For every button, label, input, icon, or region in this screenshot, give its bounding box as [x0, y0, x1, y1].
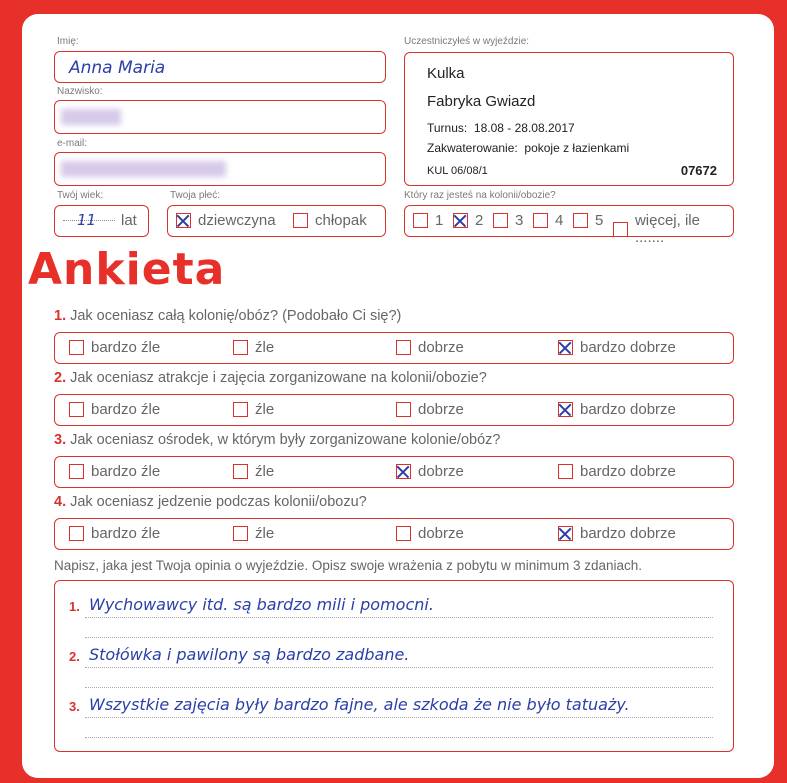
times-option-6[interactable]: [613, 212, 733, 246]
checkbox-icon: [558, 464, 573, 479]
rating-option-label: bardzo dobrze: [580, 525, 676, 542]
gender-option-label: chłopak: [315, 212, 367, 229]
camp-code: KUL 06/08/1: [427, 165, 488, 177]
question-number: 1.: [54, 308, 67, 324]
rating-option-label: źle: [255, 525, 275, 542]
checkbox-icon: [233, 402, 248, 417]
rating-row-4: [54, 518, 734, 550]
times-option-label: 2: [475, 212, 484, 229]
question-number: 3.: [54, 432, 67, 448]
times-option-1[interactable]: [413, 212, 443, 229]
age-value: 11: [77, 211, 97, 229]
rating-option-label: bardzo źle: [91, 525, 161, 542]
opinion-number: 2.: [69, 649, 80, 664]
opinion-number: 1.: [69, 599, 80, 614]
rating-option-label: dobrze: [418, 401, 464, 418]
question-text: Jak oceniasz całą kolonię/obóz? (Podobało Ci się?): [70, 308, 402, 324]
rating-option[interactable]: [69, 339, 160, 356]
rating-row-1: [54, 332, 734, 364]
redacted-surname: [61, 109, 121, 125]
checkbox-icon: [558, 340, 573, 355]
turnus-value: 18.08 - 28.08.2017: [473, 121, 575, 135]
question-1: [54, 308, 401, 324]
opinion-text: Wychowawcy itd. są bardzo mili i pomocni.: [89, 595, 434, 614]
times-option-label: 5: [595, 212, 604, 229]
checkbox-icon: [233, 340, 248, 355]
question-text: Jak oceniasz jedzenie podczas kolonii/obozu?: [70, 494, 367, 510]
question-2: [54, 370, 487, 386]
age-field[interactable]: [54, 205, 149, 237]
rating-option[interactable]: [233, 401, 274, 418]
rating-option[interactable]: [396, 463, 464, 480]
checkbox-icon: [396, 526, 411, 541]
camp-program: Fabryka Gwiazd: [427, 93, 536, 110]
checkbox-icon: [69, 464, 84, 479]
turnus-label: Turnus:: [427, 121, 468, 135]
accommodation-value: pokoje z łazienkami: [524, 141, 630, 155]
surname-field[interactable]: [54, 100, 386, 134]
camp-accommodation: [427, 141, 629, 155]
rating-option-label: bardzo źle: [91, 339, 161, 356]
checkbox-icon: [396, 340, 411, 355]
rating-option-label: źle: [255, 401, 275, 418]
gender-option-boy[interactable]: [293, 212, 367, 229]
writing-line: [85, 737, 713, 738]
opinion-number: 3.: [69, 699, 80, 714]
accommodation-label: Zakwaterowanie:: [427, 141, 518, 155]
question-number: 2.: [54, 370, 67, 386]
checkbox-icon: [293, 213, 308, 228]
times-option-label: 4: [555, 212, 564, 229]
question-3: [54, 432, 500, 448]
question-text: Jak oceniasz atrakcje i zajęcia zorganizowane na kolonii/obozie?: [70, 370, 487, 386]
checkbox-icon: [493, 213, 508, 228]
times-option-label: 3: [515, 212, 524, 229]
rating-option[interactable]: [396, 525, 464, 542]
checkbox-icon: [533, 213, 548, 228]
gender-option-girl[interactable]: [176, 212, 276, 229]
name-field[interactable]: [54, 51, 386, 83]
rating-option[interactable]: [558, 401, 676, 418]
writing-line: [85, 617, 713, 618]
checkbox-icon: [453, 213, 468, 228]
checkbox-icon: [396, 464, 411, 479]
trip-label: Uczestniczyłeś w wyjeździe:: [404, 36, 530, 47]
camp-turnus: [427, 121, 575, 135]
gender-label: Twoja płeć:: [170, 190, 221, 201]
camp-info-box: [404, 52, 734, 186]
rating-option-label: bardzo dobrze: [580, 339, 676, 356]
question-text: Jak oceniasz ośrodek, w którym były zorganizowane kolonie/obóz?: [70, 432, 501, 448]
rating-row-3: [54, 456, 734, 488]
age-label: Twój wiek:: [57, 190, 104, 201]
redacted-email: [61, 161, 226, 177]
times-label: Który raz jesteś na kolonii/obozie?: [404, 190, 556, 201]
times-option-5[interactable]: [573, 212, 603, 229]
opinion-text: Wszystkie zajęcia były bardzo fajne, ale szkoda że nie było tatuaży.: [89, 695, 630, 714]
rating-option[interactable]: [558, 525, 676, 542]
checkbox-icon: [613, 222, 628, 237]
rating-option-label: bardzo dobrze: [580, 401, 676, 418]
checkbox-icon: [69, 340, 84, 355]
checkbox-icon: [413, 213, 428, 228]
checkbox-icon: [176, 213, 191, 228]
rating-option-label: bardzo źle: [91, 401, 161, 418]
writing-line: [85, 667, 713, 668]
rating-option[interactable]: [233, 339, 274, 356]
checkbox-icon: [233, 464, 248, 479]
times-option-2[interactable]: [453, 212, 483, 229]
checkbox-icon: [558, 526, 573, 541]
rating-option[interactable]: [558, 339, 676, 356]
camp-number: 07672: [680, 163, 717, 178]
rating-option-label: bardzo źle: [91, 463, 161, 480]
writing-line: [85, 717, 713, 718]
times-option-label: więcej, ile .......: [634, 212, 700, 246]
rating-option[interactable]: [396, 339, 464, 356]
gender-field: [167, 205, 386, 237]
rating-option[interactable]: [233, 463, 274, 480]
rating-option[interactable]: [69, 525, 160, 542]
surname-label: Nazwisko:: [57, 86, 103, 97]
opinion-box[interactable]: [54, 580, 734, 752]
email-field[interactable]: [54, 152, 386, 186]
rating-option[interactable]: [69, 463, 160, 480]
rating-option[interactable]: [396, 401, 464, 418]
checkbox-icon: [558, 402, 573, 417]
rating-option-label: źle: [255, 463, 275, 480]
checkbox-icon: [573, 213, 588, 228]
times-field: [404, 205, 734, 246]
rating-option[interactable]: [233, 525, 274, 542]
camp-name: Kulka: [427, 65, 465, 82]
age-unit: lat: [121, 212, 137, 229]
checkbox-icon: [69, 402, 84, 417]
times-option-3[interactable]: [493, 212, 523, 229]
rating-option-label: dobrze: [418, 525, 464, 542]
rating-option-label: dobrze: [418, 339, 464, 356]
rating-row-2: [54, 394, 734, 426]
survey-title: Ankieta: [28, 244, 226, 295]
email-label: e-mail:: [57, 138, 88, 149]
opinion-prompt: Napisz, jaka jest Twoja opinia o wyjeździe. Opisz swoje wrażenia z pobytu w minimum 3 zdaniach.: [54, 558, 643, 573]
rating-option[interactable]: [558, 463, 676, 480]
name-value: Anna Maria: [69, 58, 166, 78]
rating-option-label: bardzo dobrze: [580, 463, 676, 480]
name-label: Imię:: [57, 36, 79, 47]
writing-line: [85, 687, 713, 688]
question-number: 4.: [54, 494, 67, 510]
rating-option-label: dobrze: [418, 463, 464, 480]
checkbox-icon: [396, 402, 411, 417]
opinion-text: Stołówka i pawilony są bardzo zadbane.: [89, 645, 410, 664]
rating-option[interactable]: [69, 401, 160, 418]
question-4: [54, 494, 367, 510]
checkbox-icon: [233, 526, 248, 541]
rating-option-label: źle: [255, 339, 275, 356]
writing-line: [85, 637, 713, 638]
times-option-label: 1: [435, 212, 444, 229]
times-option-4[interactable]: [533, 212, 563, 229]
checkbox-icon: [69, 526, 84, 541]
gender-option-label: dziewczyna: [198, 212, 276, 229]
